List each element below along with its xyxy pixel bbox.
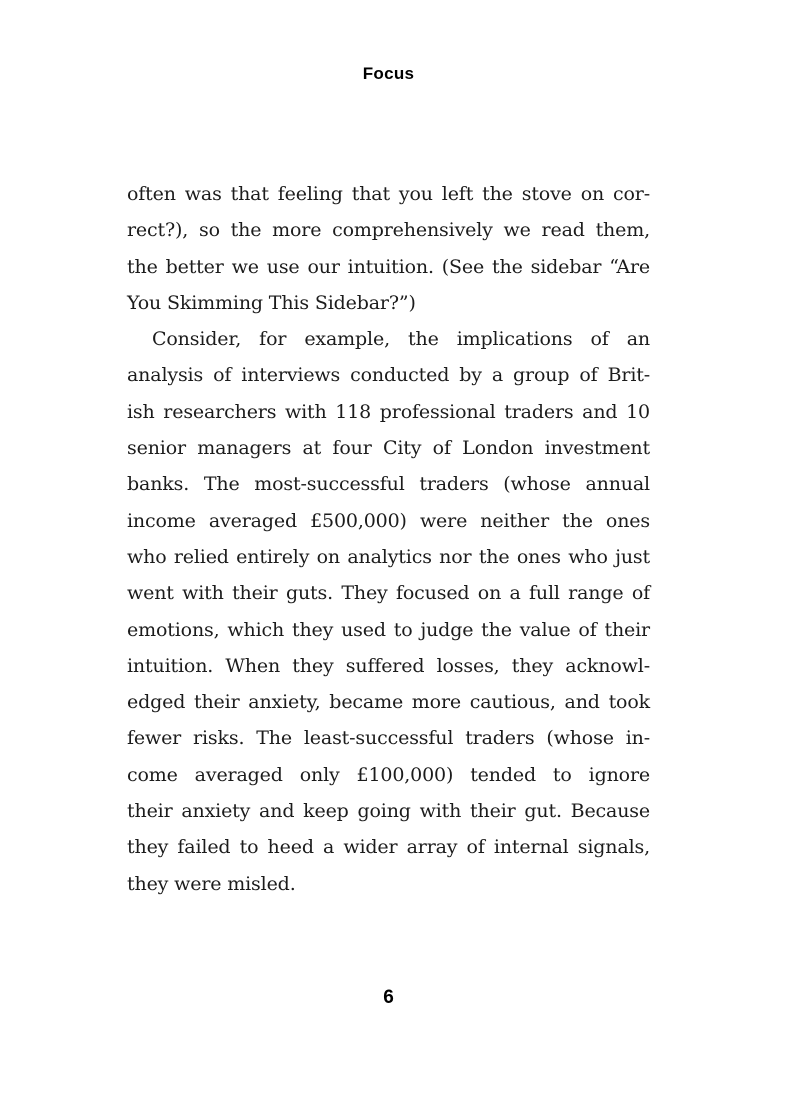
- text-line: rect?), so the more comprehensively we read them,: [127, 219, 650, 242]
- text-line: who relied entirely on analytics nor the ones who just: [127, 545, 650, 568]
- running-header: [127, 64, 650, 84]
- text-line: fewer risks. The least-successful traders (whose in-: [127, 727, 650, 750]
- text-line: You Skimming This Sidebar?”): [127, 291, 416, 314]
- text-line: come averaged only £100,000) tended to ignore: [127, 763, 650, 786]
- book-title: Focus: [362, 64, 415, 83]
- text-line: edged their anxiety, became more cautious, and took: [127, 691, 650, 714]
- page-number: 6: [383, 987, 394, 1008]
- text-line: ish researchers with 118 professional traders and 10: [127, 400, 650, 423]
- text-line: banks. The most-successful traders (whose annual: [127, 473, 650, 496]
- text-line: income averaged £500,000) were neither the ones: [127, 509, 650, 532]
- text-line: they were misled.: [127, 872, 296, 895]
- text-line: their anxiety and keep going with their gut. Because: [127, 800, 650, 823]
- body-text: [127, 176, 650, 902]
- page-footer: [127, 987, 650, 1009]
- text-line: they failed to heed a wider array of internal signals,: [127, 836, 650, 859]
- text-line: went with their guts. They focused on a full range of: [127, 582, 650, 605]
- text-line: analysis of interviews conducted by a group of Brit-: [127, 364, 650, 387]
- text-line: senior managers at four City of London investment: [127, 437, 650, 460]
- text-line: intuition. When they suffered losses, they acknowl-: [127, 654, 650, 677]
- text-line: emotions, which they used to judge the value of their: [127, 618, 650, 641]
- text-line: the better we use our intuition. (See the sidebar “Are: [127, 255, 650, 278]
- text-line: Consider, for example, the implications of an: [152, 328, 650, 351]
- text-line: often was that feeling that you left the stove on cor-: [127, 183, 650, 205]
